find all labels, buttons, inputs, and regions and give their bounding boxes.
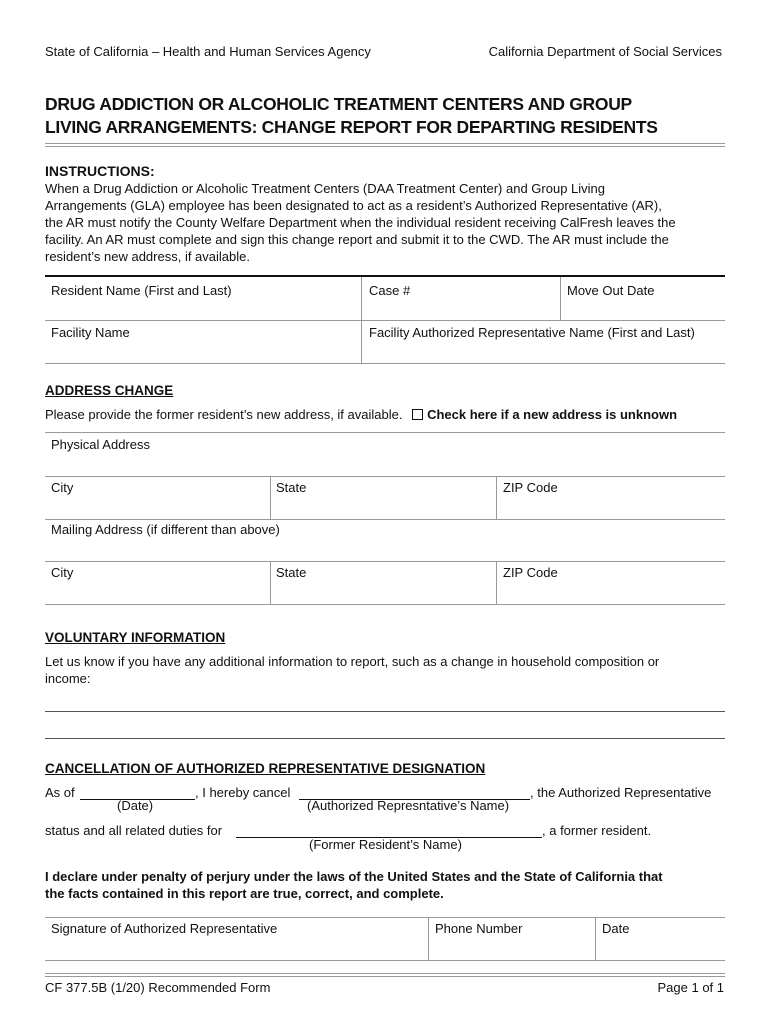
address-col-divider [270, 476, 271, 519]
address-prompt [45, 407, 677, 422]
status-text: status and all related duties for [45, 823, 223, 838]
footer-divider [45, 973, 725, 977]
instructions-line: Arrangements (GLA) employee has been designated to act as a resident’s Authorized Representative (AR), [45, 198, 662, 213]
instructions-heading: INSTRUCTIONS: [45, 163, 155, 179]
mailing-city-field[interactable]: City [51, 565, 74, 580]
instructions-line: the AR must notify the County Welfare Department when the individual resident receiving CalFresh leaves the [45, 215, 676, 230]
former-resident-name-field[interactable] [236, 823, 542, 838]
address-unknown-label: Check here if a new address is unknown [427, 407, 678, 422]
address-col-divider [496, 561, 497, 604]
address-row-divider [45, 561, 725, 562]
as-of-text: As of [45, 785, 75, 800]
address-row-divider [45, 476, 725, 477]
former-resident-suffix: , a former resident. [542, 823, 652, 838]
voluntary-text: income: [45, 671, 91, 686]
signature-field[interactable]: Signature of Authorized Representative [51, 921, 278, 936]
checkbox-icon[interactable] [412, 409, 423, 420]
signature-table-border [45, 917, 725, 918]
mailing-address-field[interactable]: Mailing Address (if different than above) [51, 522, 280, 537]
address-unknown-checkbox[interactable] [412, 407, 677, 422]
address-table-border [45, 432, 725, 433]
address-prompt-text: Please provide the former resident’s new address, if available. [45, 407, 403, 422]
address-row-divider [45, 519, 725, 520]
phone-number-field[interactable]: Phone Number [435, 921, 523, 936]
instructions-line: When a Drug Addiction or Alcoholic Treatment Centers (DAA Treatment Center) and Group Living [45, 181, 605, 196]
address-row-divider [45, 604, 725, 605]
instructions-line: resident’s new address, if available. [45, 249, 250, 264]
resident-name-field[interactable]: Resident Name (First and Last) [51, 283, 232, 298]
voluntary-input-line[interactable] [45, 711, 725, 712]
mailing-zip-field[interactable]: ZIP Code [503, 565, 558, 580]
table-top-border [45, 275, 725, 277]
physical-state-field[interactable]: State [276, 480, 307, 495]
table-col-divider [560, 277, 561, 320]
cancellation-heading: CANCELLATION OF AUTHORIZED REPRESENTATIVE DESIGNATION [45, 761, 486, 776]
voluntary-text: Let us know if you have any additional information to report, such as a change in household composition or [45, 654, 660, 669]
form-id: CF 377.5B (1/20) Recommended Form [45, 980, 271, 995]
department-name: California Department of Social Services [488, 44, 722, 59]
hereby-cancel-text: , I hereby cancel [195, 785, 291, 800]
move-out-date-field[interactable]: Move Out Date [567, 283, 655, 298]
signature-col-divider [428, 917, 429, 960]
address-col-divider [496, 476, 497, 519]
case-number-field[interactable]: Case # [369, 283, 411, 298]
address-col-divider [270, 561, 271, 604]
table-col-divider [361, 277, 362, 363]
table-row-divider [45, 363, 725, 364]
physical-address-field[interactable]: Physical Address [51, 437, 150, 452]
ar-name-caption: (Authorized Represntative’s Name) [307, 798, 510, 813]
mailing-state-field[interactable]: State [276, 565, 307, 580]
address-change-heading: ADDRESS CHANGE [45, 383, 174, 398]
form-title-line1: DRUG ADDICTION OR ALCOHOLIC TREATMENT CENTERS AND GROUP [45, 94, 632, 114]
facility-name-field[interactable]: Facility Name [51, 325, 130, 340]
physical-zip-field[interactable]: ZIP Code [503, 480, 558, 495]
title-divider [45, 143, 725, 147]
facility-ar-name-field[interactable]: Facility Authorized Representative Name (First and Last) [369, 325, 695, 340]
declaration-line: the facts contained in this report are true, correct, and complete. [45, 886, 444, 901]
declaration-line: I declare under penalty of perjury under the laws of the United States and the State of California that [45, 869, 663, 884]
physical-city-field[interactable]: City [51, 480, 74, 495]
signature-date-field[interactable]: Date [602, 921, 630, 936]
form-title-line2: LIVING ARRANGEMENTS: CHANGE REPORT FOR DEPARTING RESIDENTS [45, 117, 658, 137]
voluntary-input-line[interactable] [45, 738, 725, 739]
agency-name: State of California – Health and Human Services Agency [45, 44, 371, 59]
former-resident-caption: (Former Resident’s Name) [309, 837, 462, 852]
instructions-line: facility. An AR must complete and sign this change report and submit it to the CWD. The AR must include the [45, 232, 669, 247]
voluntary-heading: VOLUNTARY INFORMATION [45, 630, 226, 645]
table-row-divider [45, 320, 725, 321]
signature-col-divider [595, 917, 596, 960]
the-ar-text: , the Authorized Representative [530, 785, 712, 800]
date-caption: (Date) [117, 798, 154, 813]
page-number: Page 1 of 1 [657, 980, 724, 995]
signature-table-border [45, 960, 725, 961]
